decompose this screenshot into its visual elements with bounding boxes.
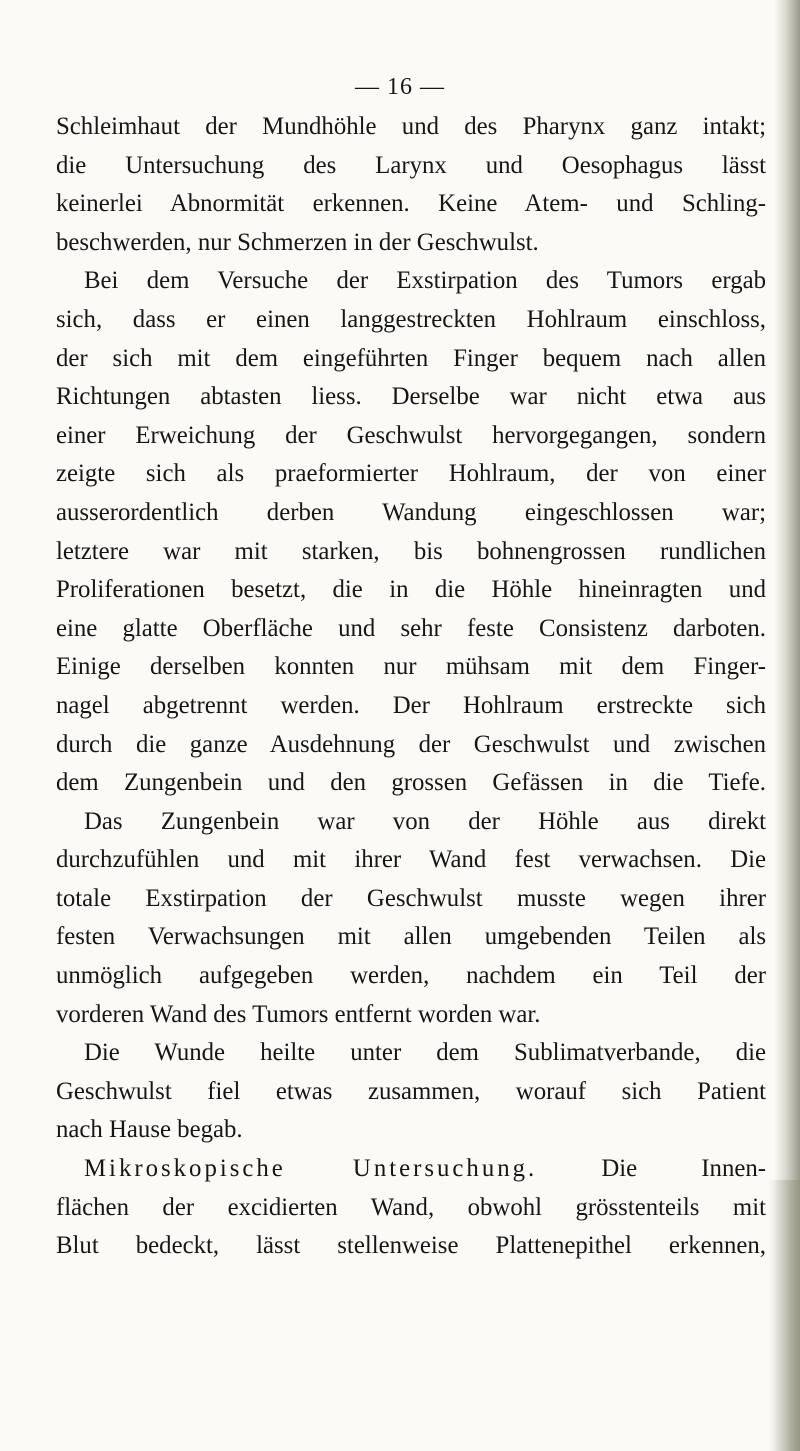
text-fragment: Die Innen- [601,1155,767,1183]
text-line: flächen der excidierten Wand, obwohl grösstenteils mit [56,1193,766,1221]
text-line: dem Zungenbein und den grossen Gefässen in die Tiefe. [56,769,766,797]
text-line: Geschwulst fiel etwas zusammen, worauf sich Patient [56,1077,766,1105]
text-line: die Untersuchung des Larynx und Oesophagus lässt [56,151,766,179]
text-line: festen Verwachsungen mit allen umgebenden Teilen als [56,923,766,951]
text-line: zeigte sich als praeformierter Hohlraum, der von einer [56,460,766,488]
text-line: Blut bedeckt, lässt stellenweise Plattenepithel erkennen, [56,1232,766,1260]
text-line: Schleimhaut der Mundhöhle und des Pharynx ganz intakt; [56,113,766,140]
text-line: ausserordentlich derben Wandung eingeschlossen war; [56,498,766,526]
text-line: unmöglich aufgegeben werden, nachdem ein Teil der [56,962,766,990]
text-line: Das Zungenbein war von der Höhle aus direkt [84,807,766,835]
text-line: totale Exstirpation der Geschwulst musste wegen ihrer [56,884,766,912]
body-text [56,108,766,1266]
text-line: durch die ganze Ausdehnung der Geschwulst und zwischen [56,730,766,758]
section-heading: Mikroskopische Untersuchung. [84,1155,538,1183]
text-line: Bei dem Versuche der Exstirpation des Tumors ergab [84,267,766,295]
text-line: Richtungen abtasten liess. Derselbe war nicht etwa aus [56,383,766,411]
text-line: eine glatte Oberfläche und sehr feste Consistenz darboten. [56,614,766,642]
page-edge-corner-shadow [768,1180,800,1451]
text-line: letztere war mit starken, bis bohnengrossen rundlichen [56,537,766,565]
text-line: einer Erweichung der Geschwulst hervorgegangen, sondern [56,421,766,449]
text-line: Die Wunde heilte unter dem Sublimatverbande, die [84,1039,766,1067]
text-line: nach Hause begab. [56,1116,243,1144]
text-line: beschwerden, nur Schmerzen in der Geschwulst. [56,228,539,256]
text-line: Einige derselben konnten nur mühsam mit dem Finger- [56,653,766,681]
text-line: der sich mit dem eingeführten Finger bequem nach allen [56,344,766,372]
text-line: sich, dass er einen langgestreckten Hohlraum einschloss, [56,305,766,333]
text-line: vorderen Wand des Tumors entfernt worden war. [56,1000,541,1028]
text-line [56,1150,766,1189]
text-line: keinerlei Abnormität erkennen. Keine Atem- und Schling- [56,190,766,218]
text-line: Proliferationen besetzt, die in die Höhle hineinragten und [56,576,766,604]
text-line: durchzufühlen und mit ihrer Wand fest verwachsen. Die [56,846,766,874]
page-number: — 16 — [355,74,445,100]
text-line: nagel abgetrennt werden. Der Hohlraum erstreckte sich [56,691,766,719]
